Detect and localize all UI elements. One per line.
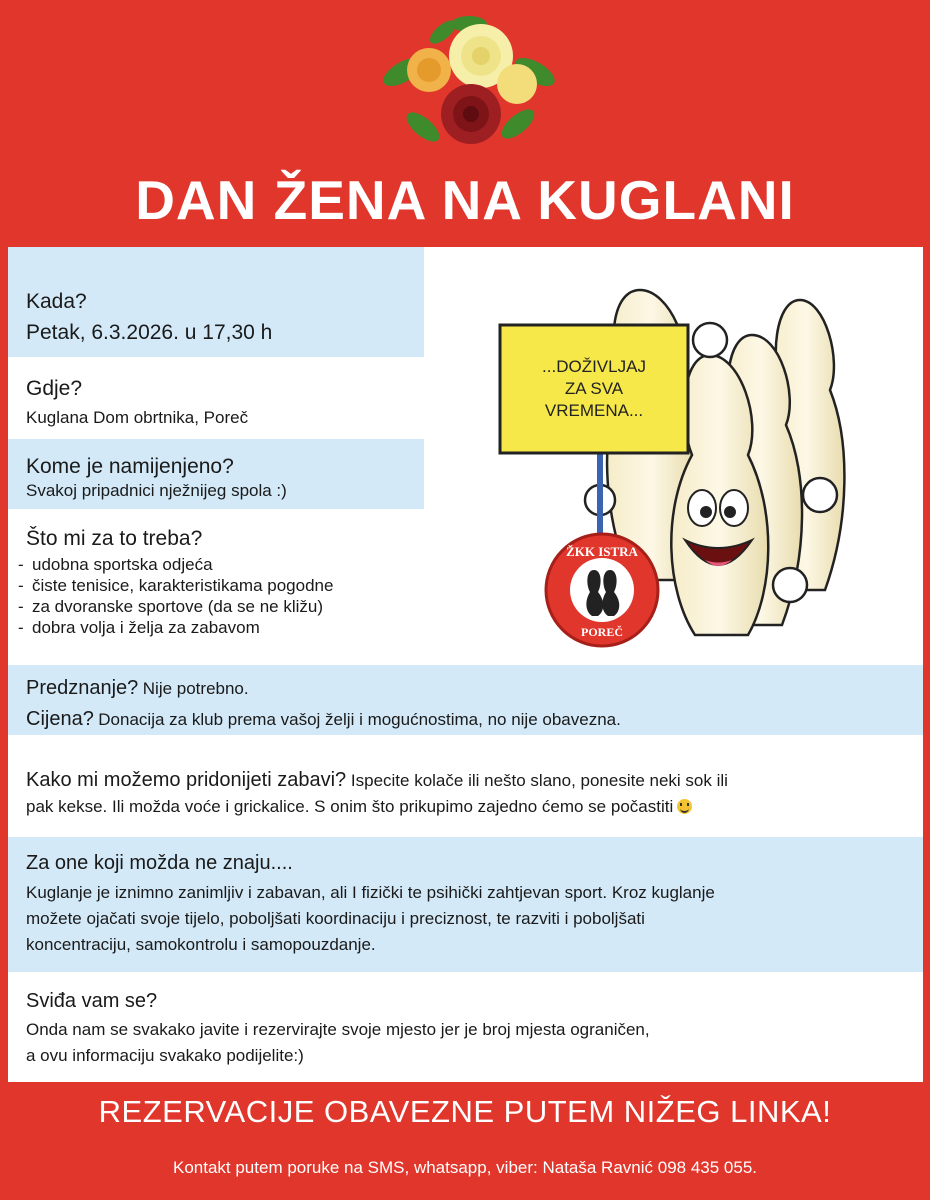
list-item: - dobra volja i želja za zabavom: [16, 617, 333, 638]
kome-answer: Svakoj pripadnici nježnijeg spola :): [26, 481, 287, 500]
list-item: - čiste tenisice, karakteristikama pogodne: [16, 575, 333, 596]
treba-list: [16, 554, 333, 638]
reservation-banner: REZERVACIJE OBAVEZNE PUTEM NIŽEG LINKA!: [98, 1094, 832, 1129]
kada-question: Kada?: [26, 290, 87, 313]
znanje-text: Kuglanje je iznimno zanimljiv i zabavan, ali I fizički te psihički zahtjevan sport. Kroz kuglanje možete ojačati svoje tijelo, poboljšati koordinaciju i preciznost, te razviti i poboljšati koncentraciju, samokontrolu i samopouzdanje.: [26, 883, 715, 954]
predznanje-line: [26, 677, 249, 700]
smiley-icon: [677, 799, 692, 814]
znanje-question: Za one koji možda ne znaju....: [26, 852, 293, 874]
poster-title: DAN ŽENA NA KUGLANI: [135, 169, 795, 231]
zabava-answer1: Ispecite kolače ili nešto slano, ponesite neki sok ili: [350, 771, 728, 790]
bowling-pins-mascot-icon: [490, 260, 870, 650]
flower-bouquet-icon: [383, 12, 555, 157]
list-item: - udobna sportska odjeća: [16, 554, 333, 575]
sign-line2: ZA SVA: [564, 379, 624, 398]
predznanje-question: Predznanje?: [26, 677, 139, 699]
logo-bottom: POREČ: [581, 625, 623, 639]
kada-answer: Petak, 6.3.2026. u 17,30 h: [26, 321, 273, 344]
content-panel: [8, 247, 923, 1082]
predznanje-answer: Nije potrebno.: [142, 679, 249, 698]
zabava-question: Kako mi možemo pridonijeti zabavi?: [26, 769, 347, 791]
cijena-line: [26, 708, 621, 731]
svida-text: Onda nam se svakako javite i rezervirajte svoje mjesto jer je broj mjesta ograničen, a ovu informaciju svakako podijelite:): [26, 1020, 650, 1065]
sign-line1: ...DOŽIVLJAJ: [542, 357, 646, 376]
svida-question: Sviđa vam se?: [26, 990, 158, 1012]
zabava-block: [26, 767, 916, 820]
logo-top: ŽKK ISTRA: [566, 544, 638, 559]
cijena-question: Cijena?: [26, 708, 94, 730]
kome-question: Kome je namijenjeno?: [26, 455, 234, 478]
zabava-answer2: pak kekse. Ili možda voće i grickalice. S onim što prikupimo zajedno ćemo se počastiti: [26, 797, 674, 816]
contact-line: Kontakt putem poruke na SMS, whatsapp, viber: Nataša Ravnić 098 435 055.: [172, 1158, 757, 1177]
treba-question: Što mi za to treba?: [26, 527, 203, 550]
sign-line3: VREMENA...: [544, 401, 644, 420]
gdje-answer: Kuglana Dom obrtnika, Poreč: [26, 408, 249, 427]
gdje-question: Gdje?: [26, 377, 83, 400]
cijena-answer: Donacija za klub prema vašoj želji i mogućnostima, no nije obavezna.: [98, 710, 621, 729]
list-item: - za dvoranske sportove (da se ne kližu): [16, 596, 333, 617]
